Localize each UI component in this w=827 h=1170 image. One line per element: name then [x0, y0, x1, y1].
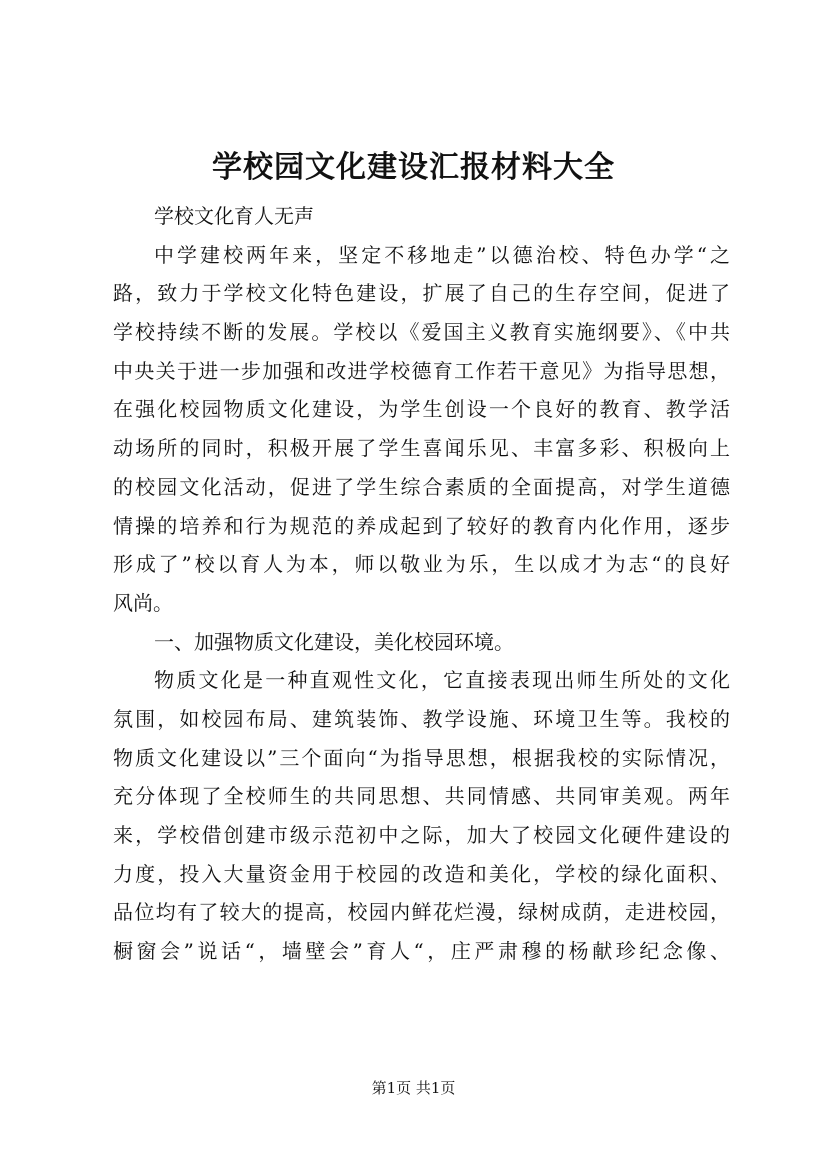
text-line: 的校园文化活动，促进了学生综合素质的全面提高，对学生道德: [113, 474, 730, 499]
page-number: 第1页 共1页: [371, 1079, 456, 1097]
text-line: 物质文化是一种直观性文化，它直接表现出师生所处的文化: [154, 668, 730, 693]
text-line: 氛围，如校园布局、建筑装饰、教学设施、环境卫生等。我校的: [113, 706, 730, 731]
text-line: 来，学校借创建市级示范初中之际，加大了校园文化硬件建设的: [113, 823, 730, 847]
document-title: 学校园文化建设汇报材料大全: [212, 150, 615, 185]
section-heading: 学校文化育人无声: [154, 204, 314, 228]
text-line: 中央关于进一步加强和改进学校德育工作若干意见》为指导思想，: [113, 358, 730, 383]
text-line: 风尚。: [113, 590, 173, 615]
text-line: 路，致力于学校文化特色建设，扩展了自己的生存空间，促进了: [113, 281, 730, 306]
text-line: 橱窗会”说话“，墙壁会”育人“，庄严肃穆的杨献珍纪念像、: [113, 939, 730, 964]
text-line: 力度，投入大量资金用于校园的改造和美化，学校的绿化面积、: [113, 861, 730, 886]
text-line: 动场所的同时，积极开展了学生喜闻乐见、丰富多彩、积极向上: [113, 436, 730, 461]
text-line: 品位均有了较大的提高，校园内鲜花烂漫，绿树成荫，走进校园，: [113, 900, 730, 925]
text-line: 学校持续不断的发展。学校以《爱国主义教育实施纲要》、《中共: [113, 320, 730, 345]
text-line: 充分体现了全校师生的共同思想、共同情感、共同审美观。两年: [113, 784, 730, 809]
text-line: 在强化校园物质文化建设，为学生创设一个良好的教育、教学活: [113, 397, 730, 422]
text-line: 形成了”校以育人为本，师以敬业为乐，生以成才为志“的良好: [113, 552, 730, 577]
text-line: 中学建校两年来，坚定不移地走”以德治校、特色办学“之: [154, 242, 730, 267]
section-heading: 一、加强物质文化建设，美化校园环境。: [154, 629, 514, 654]
document-body: [113, 197, 730, 971]
text-line: 情操的培养和行为规范的养成起到了较好的教育内化作用，逐步: [113, 513, 730, 538]
text-line: 物质文化建设以”三个面向“为指导思想，根据我校的实际情况，: [113, 745, 730, 770]
